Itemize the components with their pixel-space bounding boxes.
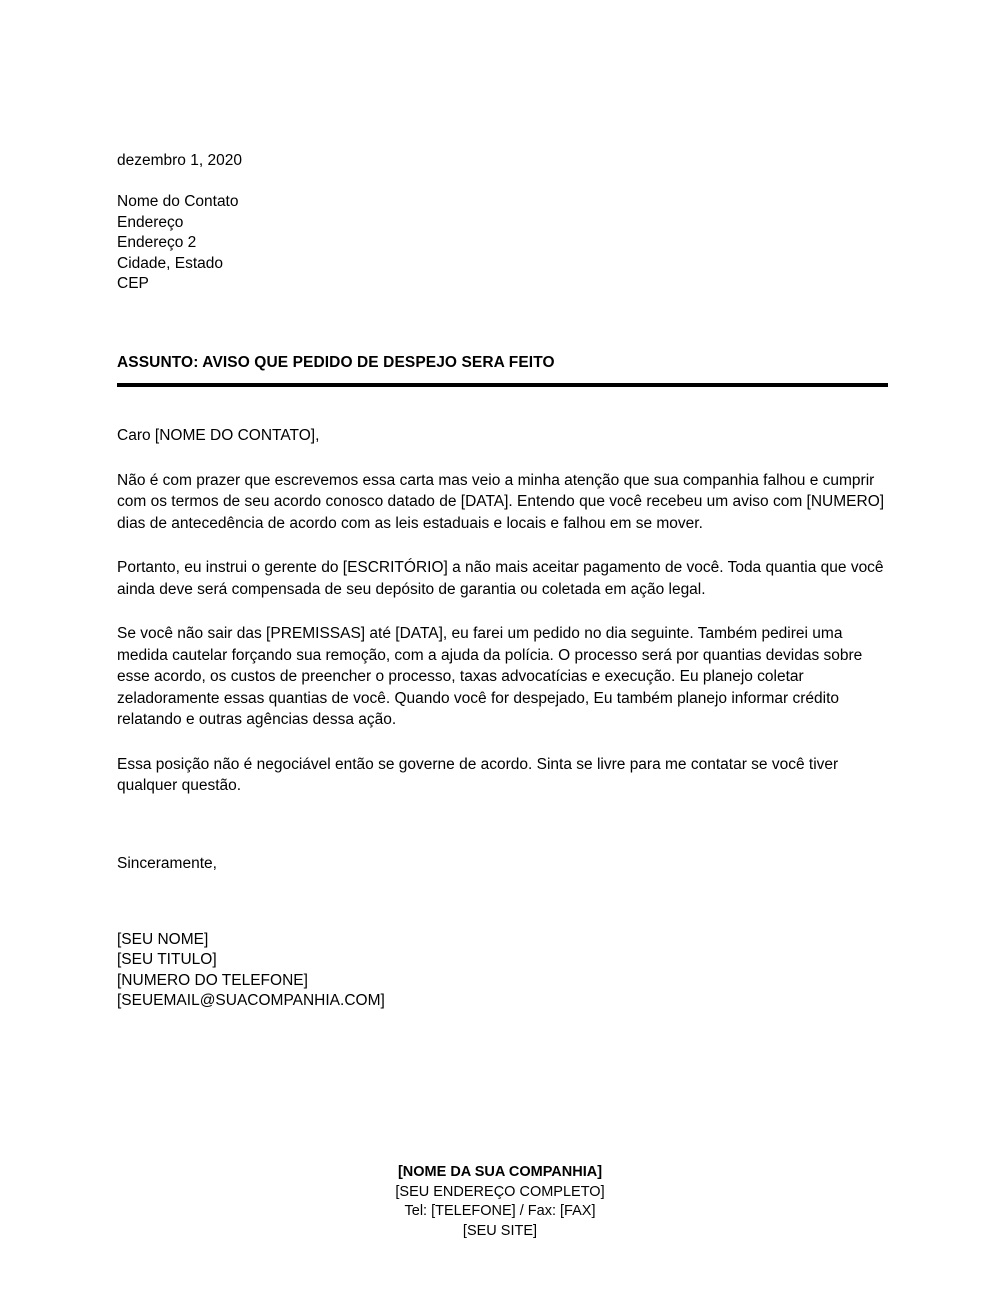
body-paragraph-4: Essa posição não é negociável então se governe de acordo. Sinta se livre para me contatar se você tiver qualquer questão. (117, 755, 839, 794)
letter-body (117, 425, 885, 874)
footer-website: [SEU SITE] (462, 1222, 538, 1239)
page-footer (0, 1163, 1000, 1241)
subject-line: ASSUNTO: AVISO QUE PEDIDO DE DESPEJO SERA FEITO (117, 353, 555, 371)
horizontal-rule (117, 383, 888, 387)
signature-block (117, 930, 885, 1012)
body-paragraph-3: Se você não sair das [PREMISSAS] até [DATA], eu farei um pedido no dia seguinte. Também pedirei uma medida cautelar forçando sua remoção, com a ajuda da polícia. O processo será por quantias devidas sobre esse acordo, os custos de preencher o processo, taxas advocatícias e execução. Eu planejo coletar zeladoramente essas quantias de você. Quando você for despejado, Eu também planejo informar crédito relatando e outras agências dessa ação. (117, 625, 863, 728)
greeting-line: Caro [NOME DO CONTATO], (117, 426, 320, 444)
body-paragraph-1: Não é com prazer que escrevemos essa carta mas veio a minha atenção que sua companhia falhou e cumprir com os termos de seu acordo conosco datado de [DATA]. Entendo que você recebeu um aviso com [NUMERO] dias de antecedência de acordo com as leis estaduais e locais e falhou em se mover. (117, 471, 885, 532)
closing-line: Sinceramente, (117, 854, 217, 872)
body-paragraph-2: Portanto, eu instrui o gerente do [ESCRITÓRIO] a não mais aceitar pagamento de você. Toda quantia que você ainda deve será compensada de seu depósito de garantia ou coletada em ação legal. (117, 559, 884, 598)
footer-contact: Tel: [TELEFONE] / Fax: [FAX] (404, 1203, 596, 1219)
signature-name: [SEU NOME] (117, 930, 209, 948)
recipient-line-name: Nome do Contato (117, 193, 239, 210)
letter-date: dezembro 1, 2020 (117, 152, 242, 169)
letter-content (117, 150, 885, 1012)
subject-section (117, 353, 885, 387)
recipient-line-postal-code: CEP (117, 275, 149, 292)
signature-phone: [NUMERO DO TELEFONE] (117, 971, 308, 989)
footer-address: [SEU ENDEREÇO COMPLETO] (395, 1183, 605, 1200)
recipient-line-city-state: Cidade, Estado (117, 254, 223, 272)
recipient-line-address2: Endereço 2 (117, 234, 197, 251)
signature-email: [SEUEMAIL@SUACOMPANHIA.COM] (117, 992, 385, 1009)
recipient-line-address1: Endereço (117, 213, 184, 231)
footer-company-name: [NOME DA SUA COMPANHIA] (397, 1164, 603, 1180)
signature-title: [SEU TITULO] (117, 951, 217, 968)
recipient-address-block (117, 192, 885, 295)
